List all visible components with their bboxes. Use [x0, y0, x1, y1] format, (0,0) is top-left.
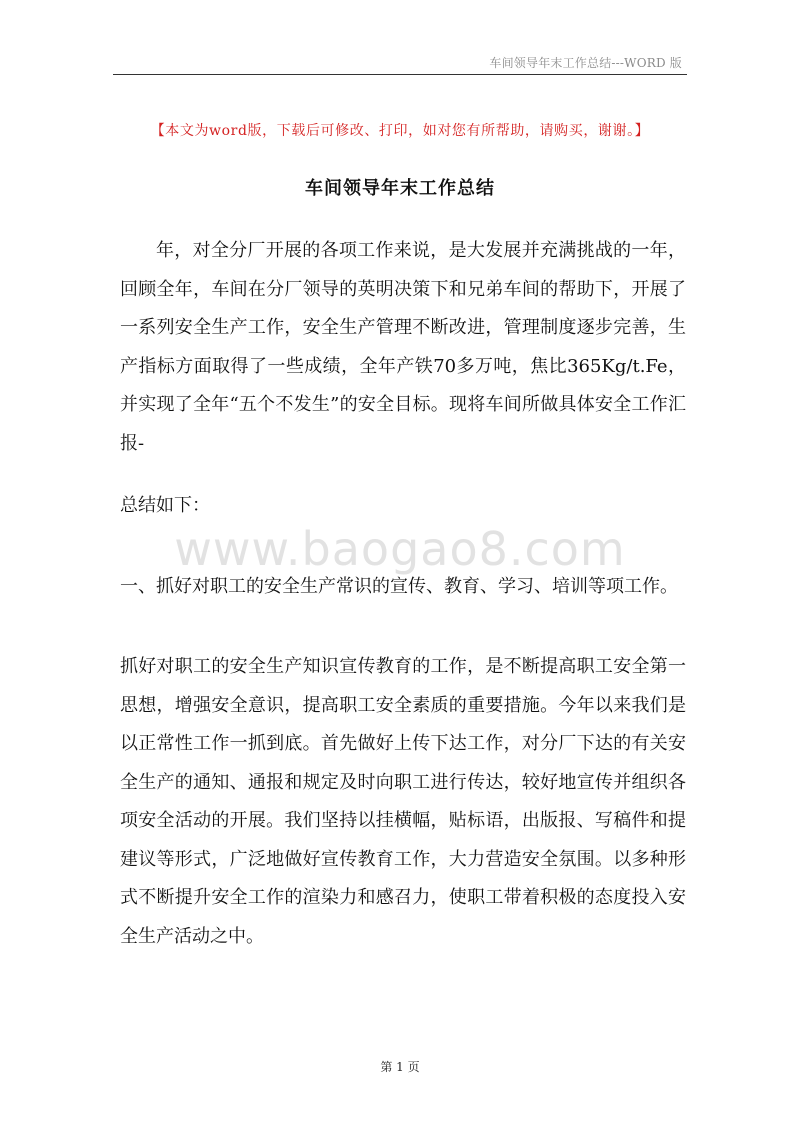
- watermark-text: www.baogao8.com: [174, 522, 626, 576]
- page-number: 第 1 页: [380, 1060, 420, 1074]
- running-header: 车间领导年末工作总结---WORD 版: [489, 56, 682, 70]
- intro-paragraph: 年，对全分厂开展的各项工作来说，是大发展并充满挑战的一年，回顾全年，车间在分厂领导的英明决策下和兄弟车间的帮助下，开展了一系列安全生产工作，安全生产管理不断改进，管理制度逐步完善，生产指标方面取得了一些成绩，全年产铁70多万吨，焦比365Kg/t.Fe，并实现了全年“五个不发生”的安全目标。现将车间所做具体安全工作汇报-: [120, 240, 686, 454]
- body-paragraph: 抓好对职工的安全生产知识宣传教育的工作，是不断提高职工安全第一思想，增强安全意识，提高职工安全素质的重要措施。今年以来我们是以正常性工作一抓到底。首先做好上传下达工作，对分厂下达的有关安全生产的通知、通报和规定及时向职工进行传达，较好地宣传并组织各项安全活动的开展。我们坚持以挂横幅，贴标语，出版报、写稿件和提建议等形式，广泛地做好宣传教育工作，大力营造安全氛围。以多种形式不断提升安全工作的渲染力和感召力，使职工带着积极的态度投入安全生产活动之中。: [120, 656, 686, 947]
- download-notice: 【本文为word版，下载后可修改、打印，如对您有所帮助，请购买，谢谢。】: [150, 123, 650, 139]
- header-divider: [113, 74, 687, 75]
- document-title: 车间领导年末工作总结: [305, 178, 495, 199]
- summary-line: 总结如下：: [120, 495, 210, 516]
- section-heading: 一、抓好对职工的安全生产常识的宣传、教育、学习、培训等项工作。: [120, 576, 678, 597]
